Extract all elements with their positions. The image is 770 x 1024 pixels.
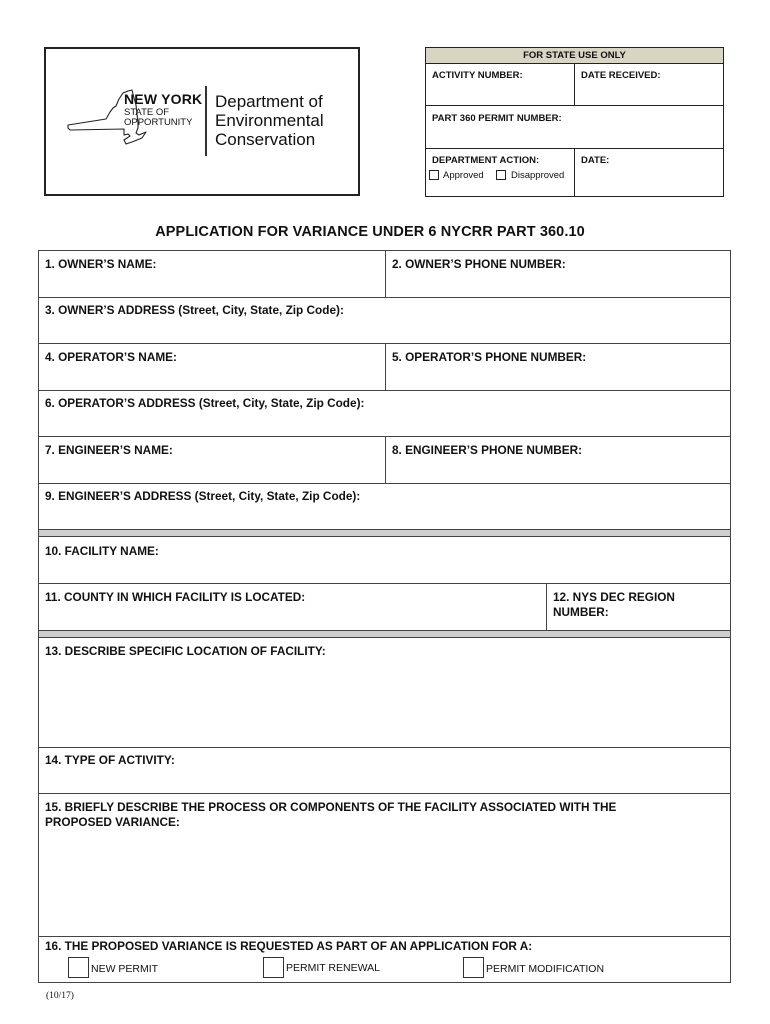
section-band: [39, 529, 730, 537]
divider: [385, 344, 386, 390]
engineer-address-label: 9. ENGINEER’S ADDRESS (Street, City, State, Zip Code):: [45, 489, 361, 503]
application-type-label: 16. THE PROPOSED VARIANCE IS REQUESTED AS PART OF AN APPLICATION FOR A:: [45, 939, 533, 953]
dept-name-line: Department of: [215, 92, 323, 111]
process-description-label-line2: PROPOSED VARIANCE:: [45, 815, 180, 829]
divider: [39, 390, 730, 391]
facility-location-field[interactable]: [40, 661, 729, 746]
engineer-phone-label: 8. ENGINEER’S PHONE NUMBER:: [392, 443, 583, 457]
divider: [546, 584, 547, 630]
divider: [39, 793, 730, 794]
divider: [574, 64, 575, 105]
process-description-label: 15. BRIEFLY DESCRIBE THE PROCESS OR COMPONENTS OF THE FACILITY ASSOCIATED WITH THE: [45, 800, 617, 814]
facility-name-label: 10. FACILITY NAME:: [45, 544, 159, 558]
divider: [39, 483, 730, 484]
owner-address-label: 3. OWNER’S ADDRESS (Street, City, State, Zip Code):: [45, 303, 344, 317]
owner-phone-field[interactable]: [387, 274, 729, 296]
permit-number-label: PART 360 PERMIT NUMBER:: [432, 113, 562, 124]
state-use-header: FOR STATE USE ONLY: [426, 48, 723, 63]
operator-phone-field[interactable]: [387, 367, 729, 389]
permit-modification-checkbox[interactable]: [463, 957, 484, 978]
operator-address-field[interactable]: [40, 413, 729, 435]
disapproved-label: Disapproved: [511, 170, 565, 181]
engineer-address-field[interactable]: [40, 506, 729, 528]
section-band: [39, 630, 730, 638]
divider: [385, 251, 386, 297]
operator-address-label: 6. OPERATOR’S ADDRESS (Street, City, State, Zip Code):: [45, 396, 365, 410]
divider: [39, 297, 730, 298]
process-description-field[interactable]: [40, 832, 729, 935]
engineer-phone-field[interactable]: [387, 460, 729, 482]
operator-name-field[interactable]: [40, 367, 384, 389]
ny-logo-wordmark: NEW YORK: [124, 91, 203, 107]
activity-type-label: 14. TYPE OF ACTIVITY:: [45, 753, 175, 767]
ny-logo-subtitle: STATE OF: [124, 107, 170, 118]
owner-name-label: 1. OWNER’S NAME:: [45, 257, 157, 271]
divider: [574, 149, 575, 196]
owner-phone-label: 2. OWNER’S PHONE NUMBER:: [392, 257, 566, 271]
facility-name-field[interactable]: [40, 561, 729, 582]
revision-date: (10/17): [46, 991, 74, 1001]
divider: [39, 936, 730, 937]
facility-location-label: 13. DESCRIBE SPECIFIC LOCATION OF FACILITY:: [45, 644, 326, 658]
disapproved-checkbox[interactable]: [496, 170, 506, 180]
activity-number-label: ACTIVITY NUMBER:: [432, 70, 523, 81]
region-number-label: 12. NYS DEC REGION: [553, 590, 675, 604]
engineer-name-field[interactable]: [40, 460, 384, 482]
engineer-name-label: 7. ENGINEER’S NAME:: [45, 443, 173, 457]
dept-name-line: Conservation: [215, 130, 316, 149]
owner-name-field[interactable]: [40, 274, 384, 296]
region-number-label-line2: NUMBER:: [553, 605, 609, 619]
new-permit-checkbox[interactable]: [68, 957, 89, 978]
county-label: 11. COUNTY IN WHICH FACILITY IS LOCATED:: [45, 590, 306, 604]
dept-name-line: Environmental: [215, 111, 324, 130]
activity-number-field[interactable]: [428, 84, 572, 103]
divider: [39, 747, 730, 748]
approved-label: Approved: [443, 170, 484, 181]
form-title: APPLICATION FOR VARIANCE UNDER 6 NYCRR PART 360.10: [155, 224, 585, 240]
divider: [39, 583, 730, 584]
department-action-label: DEPARTMENT ACTION:: [432, 155, 540, 166]
owner-address-field[interactable]: [40, 320, 729, 342]
new-permit-label: NEW PERMIT: [91, 963, 159, 975]
date-received-label: DATE RECEIVED:: [581, 70, 661, 81]
ny-logo-subtitle: OPPORTUNITY: [124, 117, 193, 128]
permit-renewal-checkbox[interactable]: [263, 957, 284, 978]
activity-type-field[interactable]: [40, 770, 729, 792]
region-number-field[interactable]: [612, 606, 729, 629]
permit-modification-label: PERMIT MODIFICATION: [486, 963, 605, 975]
logo-divider: [205, 86, 207, 156]
divider: [426, 105, 723, 106]
permit-number-field[interactable]: [428, 126, 721, 146]
approved-checkbox[interactable]: [429, 170, 439, 180]
permit-renewal-label: PERMIT RENEWAL: [286, 962, 380, 974]
date-received-field[interactable]: [577, 84, 721, 103]
county-field[interactable]: [40, 607, 545, 629]
operator-phone-label: 5. OPERATOR’S PHONE NUMBER:: [392, 350, 587, 364]
operator-name-label: 4. OPERATOR’S NAME:: [45, 350, 177, 364]
action-date-label: DATE:: [581, 155, 610, 166]
divider: [385, 437, 386, 483]
